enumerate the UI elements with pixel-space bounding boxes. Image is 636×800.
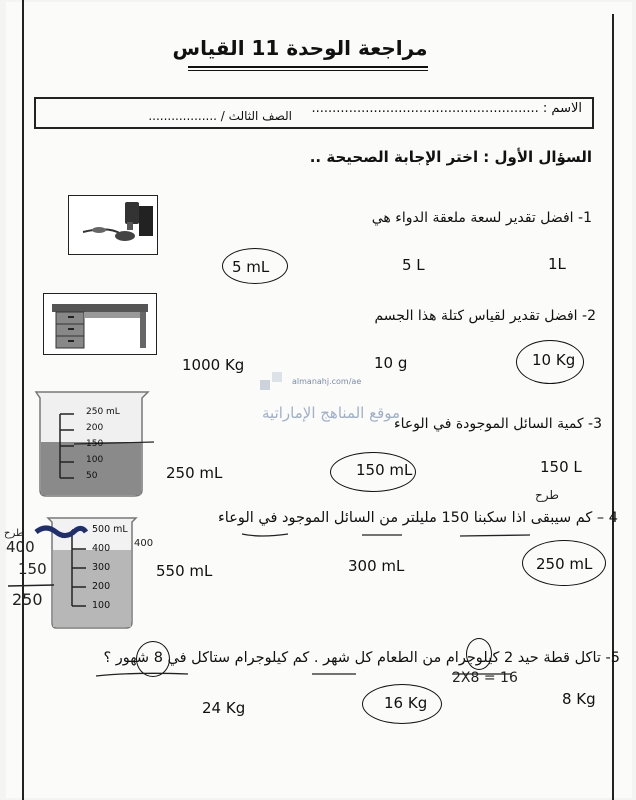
q5-option-3[interactable]: 8 Kg	[562, 690, 596, 708]
beaker-label: 200	[86, 423, 104, 433]
beaker-label: 200	[92, 581, 111, 592]
q3-option-2[interactable]: 150 mL	[356, 461, 413, 479]
left-border	[22, 0, 24, 800]
q1-answer-circle	[222, 248, 288, 284]
q5-option-2[interactable]: 16 Kg	[384, 694, 428, 712]
q4-margin-150: 150	[18, 560, 47, 578]
q1-option-3[interactable]: 1L	[548, 255, 566, 273]
beaker-label: 50	[86, 471, 98, 481]
watermark-url: almanahj.com/ae	[292, 377, 362, 386]
title-underline	[188, 66, 428, 68]
q1-option-2[interactable]: 5 L	[402, 256, 425, 274]
beaker-label: 100	[86, 455, 104, 465]
q3-option-1[interactable]: 250 mL	[166, 464, 223, 482]
q1-option-1[interactable]: 5 mL	[232, 258, 270, 276]
q5-option-1[interactable]: 24 Kg	[202, 699, 246, 717]
page-title: مراجعة الوحدة 11 القياس	[172, 36, 428, 60]
question-5-text: 5- تاكل قطة حيد 2 كيلوجرام من الطعام كل شهر . كم كيلوجرام ستاكل في 8 شهور ؟	[103, 650, 620, 666]
question-2-text: 2- افضل تقدير لقياس كتلة هذا الجسم	[374, 308, 596, 324]
q3-answer-circle	[330, 452, 416, 492]
q2-option-3[interactable]: 10 Kg	[532, 351, 576, 369]
q4-margin-line	[8, 582, 58, 590]
student-info-box	[34, 97, 594, 129]
section-heading: السؤال الأول : اختر الإجابة الصحيحة ..	[309, 148, 592, 166]
q4-option-2[interactable]: 300 mL	[348, 557, 405, 575]
beaker-icon	[30, 386, 162, 500]
q4-margin-minus-note: طرح	[4, 528, 24, 539]
beaker-label: 500 mL	[92, 524, 128, 535]
q5-circle-2	[466, 638, 492, 670]
watermark-text: موقع المناهج الإماراتية	[262, 404, 401, 422]
right-border	[612, 14, 614, 800]
q4-handwritten-note: طرح	[535, 488, 559, 502]
beaker-label: 250 mL	[86, 407, 120, 417]
title-underline-2	[188, 70, 428, 71]
q4-option-1[interactable]: 550 mL	[156, 562, 213, 580]
q5-handwritten-calc: 2X8 = 16	[452, 670, 518, 686]
q2-option-1[interactable]: 1000 Kg	[182, 356, 245, 374]
beaker-label: 100	[92, 600, 111, 611]
q4-option-3[interactable]: 250 mL	[536, 555, 593, 573]
q4-handwritten-underlines	[230, 530, 630, 540]
q4-margin-250: 250	[12, 590, 43, 609]
question-1-text: 1- افضل تقدير لسعة ملعقة الدواء هي	[371, 210, 592, 226]
q4-margin-400: 400	[6, 538, 35, 556]
q4-answer-circle	[522, 540, 606, 586]
spoon-medicine-icon	[68, 195, 158, 255]
student-name-line: الاسم : .......................................................	[311, 101, 582, 116]
q2-option-2[interactable]: 10 g	[374, 354, 408, 372]
q5-answer-circle	[362, 684, 442, 724]
q2-answer-circle	[516, 340, 584, 384]
q3-option-3[interactable]: 150 L	[540, 458, 582, 476]
beaker-label: 400	[92, 543, 111, 554]
beaker-label: 300	[92, 562, 111, 573]
beaker-label: 150	[86, 439, 104, 449]
q4-beaker-note: 400	[134, 538, 154, 549]
q4-scribble-icon	[32, 522, 92, 542]
question-3-text: 3- كمية السائل الموجودة في الوعاء	[393, 416, 602, 432]
desk-icon	[43, 293, 157, 355]
student-class-line: الصف الثالث / ..................	[148, 109, 292, 123]
question-4-text: 4 – كم سيبقى اذا سكبنا 150 مليلتر من السائل الموجود في الوعاء	[217, 510, 618, 526]
